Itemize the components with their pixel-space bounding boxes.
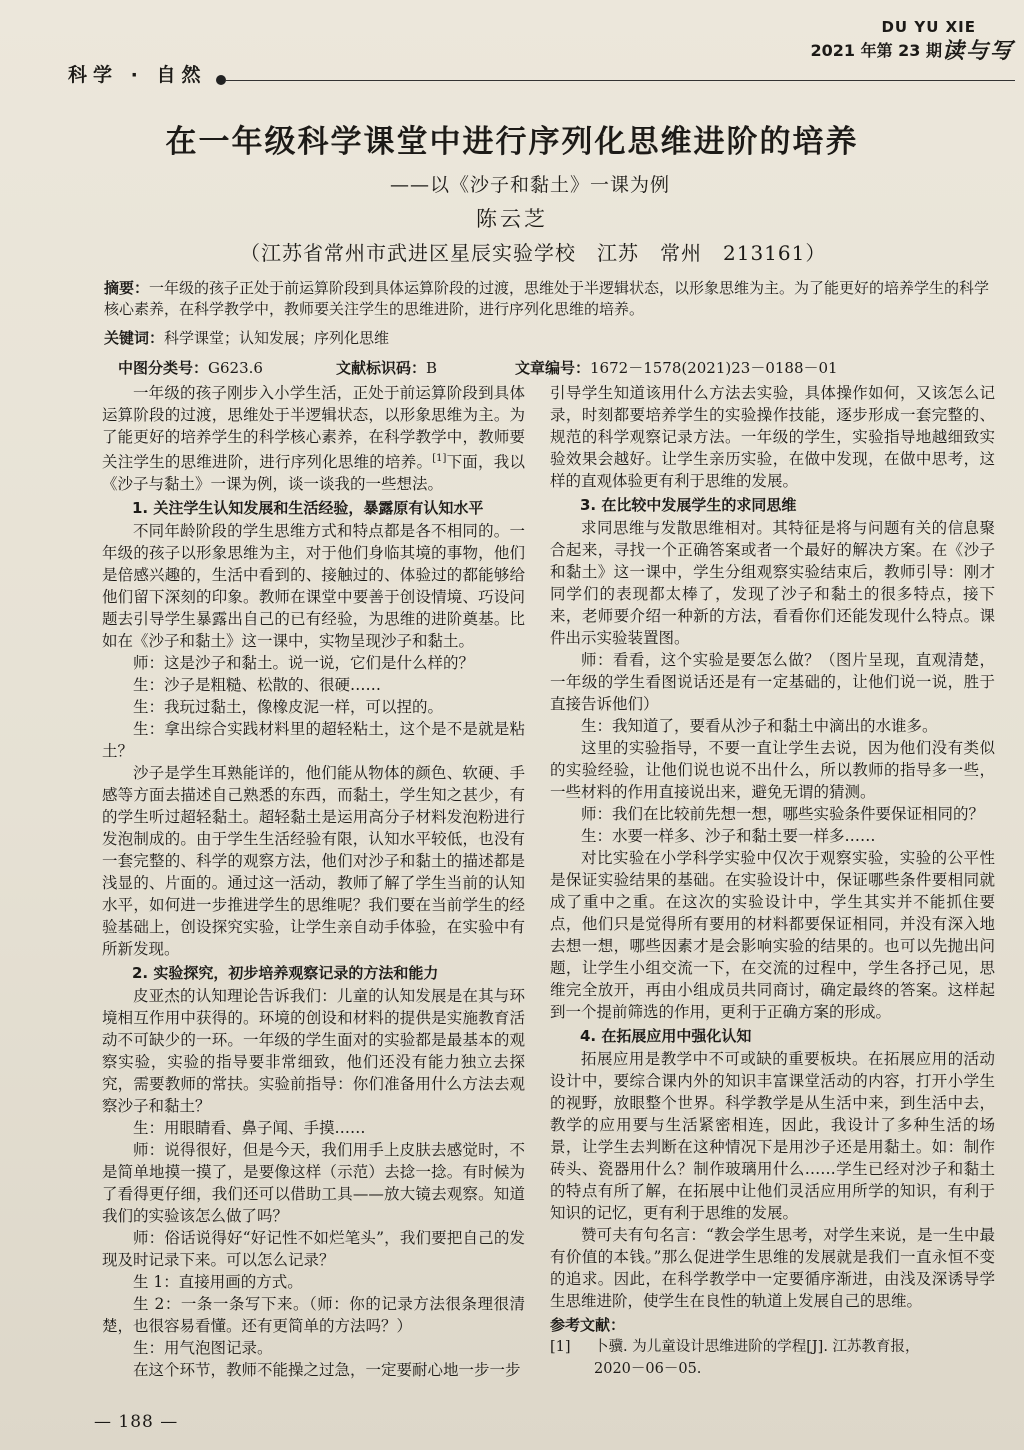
- dialogue-line: 生：用气泡图记录。: [133, 1339, 273, 1358]
- author-affiliation: （江苏省常州市武进区星辰实验学校 江苏 常州 213161）: [240, 241, 827, 265]
- dialogue-line: 生：沙子是粗糙、松散的、很硬……: [133, 676, 382, 695]
- left-column: [102, 382, 525, 1381]
- clc-number: [118, 357, 263, 378]
- journal-logo: 读与写: [941, 38, 1014, 64]
- keywords: [104, 327, 389, 348]
- paragraph: 一年级的孩子刚步入小学生活，正处于前运算阶段到具体运算阶段的过渡，思维处于半逻辑状态，以形象思维为主。为了能更好的培养学生的科学核心素养，在科学教学中，教师要关注学生的思维进阶，进行序列化思维的培养。[1]下面，我以《沙子与黏土》一课为例，谈一谈我的一些想法。: [102, 384, 525, 494]
- paragraph: 不同年龄阶段的学生思维方式和特点都是各不相同的。一年级的孩子以形象思维为主，对于他们身临其境的事物，他们是倍感兴趣的，生活中看到的、接触过的、体验过的都能够给他们留下深刻的印象。教师在课堂中要善于创设情境、巧设问题去引导学生暴露出自己的已有经验，为思维的进阶奠基。比如在《沙子和黏土》这一课中，实物呈现沙子和黏土。: [102, 522, 525, 651]
- dialogue-line: 师：说得很好，但是今天，我们用手上皮肤去感觉时，不是简单地摸一摸了，是要像这样（示范）去捻一捻。有时候为了看得更仔细，我们还可以借助工具——放大镜去观察。知道我们的实验该怎么做了吗？: [102, 1141, 525, 1226]
- keywords-text: 科学课堂；认知发展；序列化思维: [164, 329, 390, 347]
- paragraph: 皮亚杰的认知理论告诉我们：儿童的认知发展是在其与环境相互作用中获得的。环境的创设和材料的提供是实施教育活动不可缺少的一环。一年级的学生面对的实验都是最基本的观察实验，实验的指导要非常细致，他们还没有能力独立去探究，需要教师的常扶。实验前指导：你们准备用什么方法去观察沙子和黏土？: [102, 987, 525, 1116]
- document-code: [336, 357, 437, 378]
- paragraph: 这里的实验指导，不要一直让学生去说，因为他们没有类似的实验经验，让他们说也说不出什么，所以教师的指导多一些，一些材料的作用直接说出来，避免无谓的猜测。: [550, 739, 995, 801]
- dialogue-line: 生：用眼睛看、鼻子闻、手摸……: [133, 1119, 366, 1138]
- dialogue-line: 师：看看，这个实验是要怎么做？（图片呈现，直观清楚，一年级的学生看图说话还是有一定基础的，让他们说一说，胜于直接告诉他们）: [550, 651, 995, 713]
- dialogue-line: 师：俗话说得好“好记性不如烂笔头”，我们要把自己的发现及时记录下来。可以怎么记录？: [102, 1229, 525, 1270]
- paragraph: 对比实验在小学科学实验中仅次于观察实验，实验的公平性是保证实验结果的基础。在实验设计中，保证哪些条件要相同就成了重中之重。在这次的实验设计中，学生其实并不能抓住要点，他们只是觉得所有要用的材料都要保证相同，并没有深入地去想一想，哪些因素才是会影响实验的结果的。也可以先抛出问题，让学生小组交流一下，在交流的过程中，学生各抒己见，思维完全放开，再由小组成员共同商讨，确定最终的答案。这样起到一个提前筛选的作用，更利于正确方案的形成。: [550, 849, 995, 1021]
- section-label: 科学 · 自然: [68, 64, 207, 86]
- keywords-label: 关键词：: [104, 329, 165, 347]
- paragraph: 引导学生知道该用什么方法去实验，具体操作如何，又该怎么记录，时刻都要培养学生的实验操作技能，逐步形成一套完整的、规范的科学观察记录方法。一年级的学生，实验指导地越细致实验效果会越好。让学生亲历实验，在做中发现，在做中思考，这样的直观体验更有利于思维的发展。: [550, 384, 995, 490]
- article-subtitle: ——以《沙子和黏土》一课为例: [390, 174, 671, 196]
- doc-label: 文献标识码：: [336, 359, 427, 377]
- issue-label: 2021 年第 23 期: [810, 41, 942, 60]
- article-title: 在一年级科学课堂中进行序列化思维进阶的培养: [165, 124, 859, 160]
- dialogue-line: 生 1：直接用画的方式。: [133, 1273, 303, 1292]
- reference-date: 2020－06－05.: [594, 1361, 702, 1377]
- reference-index: [1]: [550, 1339, 571, 1355]
- dialogue-line: 师：我们在比较前先想一想，哪些实验条件要保证相同的？: [581, 805, 985, 823]
- dialogue-line: 师：这是沙子和黏土。说一说，它们是什么样的？: [133, 654, 475, 673]
- reference-text: 卜骥. 为儿童设计思维进阶的学程[J]. 江苏教育报，: [594, 1339, 920, 1355]
- abstract-text: 一年级的孩子正处于前运算阶段到具体运算阶段的过渡，思维处于半逻辑状态，以形象思维为主。为了能更好的培养学生的科学核心素养，在科学教学中，教师要关注学生的思维进阶，进行序列化思维的培养。: [104, 279, 990, 318]
- art-value: 1672－1578(2021)23－0188－01: [590, 359, 838, 377]
- doc-value: B: [426, 359, 438, 377]
- clc-value: G623.6: [208, 359, 263, 377]
- abstract-label: 摘要：: [104, 279, 150, 297]
- section-heading-2: 2. 实验探究，初步培养观察记录的方法和能力: [132, 964, 439, 983]
- paragraph: 赞可夫有句名言：“教会学生思考，对学生来说，是一生中最有价值的本钱。”那么促进学生思维的发展就是我们一直永恒不变的追求。因此，在科学教学中一定要循序渐进，由浅及深诱导学生思维进阶，使学生在良性的轨道上发展自己的思维。: [550, 1226, 995, 1310]
- section-heading-3: 3. 在比较中发展学生的求同思维: [580, 496, 797, 514]
- clc-label: 中图分类号：: [118, 359, 209, 377]
- article-number: [515, 357, 838, 378]
- journal-latin-name: DU YU XIE: [881, 18, 976, 36]
- section-heading-4: 4. 在拓展应用中强化认知: [580, 1027, 752, 1045]
- dialogue-line: 生：我玩过黏土，像橡皮泥一样，可以捏的。: [133, 698, 444, 717]
- right-column: [550, 382, 995, 1380]
- dialogue-line: 生 2：一条一条写下来。（师：你的记录方法很条理很清楚，也很容易看懂。还有更简单的方法吗？）: [102, 1295, 525, 1336]
- paragraph: 求同思维与发散思维相对。其特征是将与问题有关的信息聚合起来，寻找一个正确答案或者一个最好的解决方案。在《沙子和黏土》这一课中，学生分组观察实验结束后，教师引导：刚才同学们的表现都太棒了，发现了沙子和黏土的很多特点，接下来，老师要介绍一种新的方法，看看你们还能发现什么特点。课件出示实验装置图。: [550, 519, 995, 647]
- art-label: 文章编号：: [515, 359, 591, 377]
- dialogue-line: 生：水要一样多、沙子和黏土要一样多……: [581, 827, 876, 845]
- dialogue-line: 生：我知道了，要看从沙子和黏土中滴出的水谁多。: [581, 717, 938, 735]
- header-rule: [225, 80, 1015, 81]
- citation-marker: [1]: [432, 453, 447, 464]
- section-heading-1: 1. 关注学生认知发展和生活经验，暴露原有认知水平: [132, 499, 484, 518]
- dialogue-line: 生：拿出综合实践材料里的超轻粘土，这个是不是就是粘土？: [102, 720, 525, 761]
- abstract: [104, 278, 1004, 320]
- paragraph: 拓展应用是教学中不可或缺的重要板块。在拓展应用的活动设计中，要综合课内外的知识丰富课堂活动的内容，打开小学生的视野，放眼整个世界。科学教学是从生活中来，到生活中去，教学的应用要与生活紧密相连，因此，我设计了多种生活的场景，让学生去判断在这种情况下是用沙子还是用黏土。如：制作砖头、瓷器用什么？制作玻璃用什么……学生已经对沙子和黏土的特点有所了解，在拓展中让他们灵活应用所学的知识，有利于知识的记忆，更有利于思维的发展。: [550, 1050, 995, 1222]
- paragraph: 沙子是学生耳熟能详的，他们能从物体的颜色、软硬、手感等方面去描述自己熟悉的东西，而黏土，学生知之甚少，有的学生听过超轻黏土。超轻黏土是运用高分子材料发泡粉进行发泡制成的。由于学生生活经验有限，认知水平较低，也没有一套完整的、科学的观察方法，他们对沙子和黏土的描述都是浅显的、片面的。通过这一活动，教师了解了学生当前的认知水平，如何进一步推进学生的思维呢？我们要在当前学生的经验基础上，创设探究实验，让学生亲自动手体验，在实验中有所新发现。: [102, 764, 525, 959]
- paragraph: 在这个环节，教师不能操之过急，一定要耐心地一步一步: [133, 1361, 521, 1380]
- reference-item: [550, 1336, 995, 1358]
- references-heading: 参考文献：: [550, 1316, 626, 1334]
- page-number: — 188 —: [94, 1412, 179, 1432]
- author-name: 陈云芝: [476, 207, 548, 231]
